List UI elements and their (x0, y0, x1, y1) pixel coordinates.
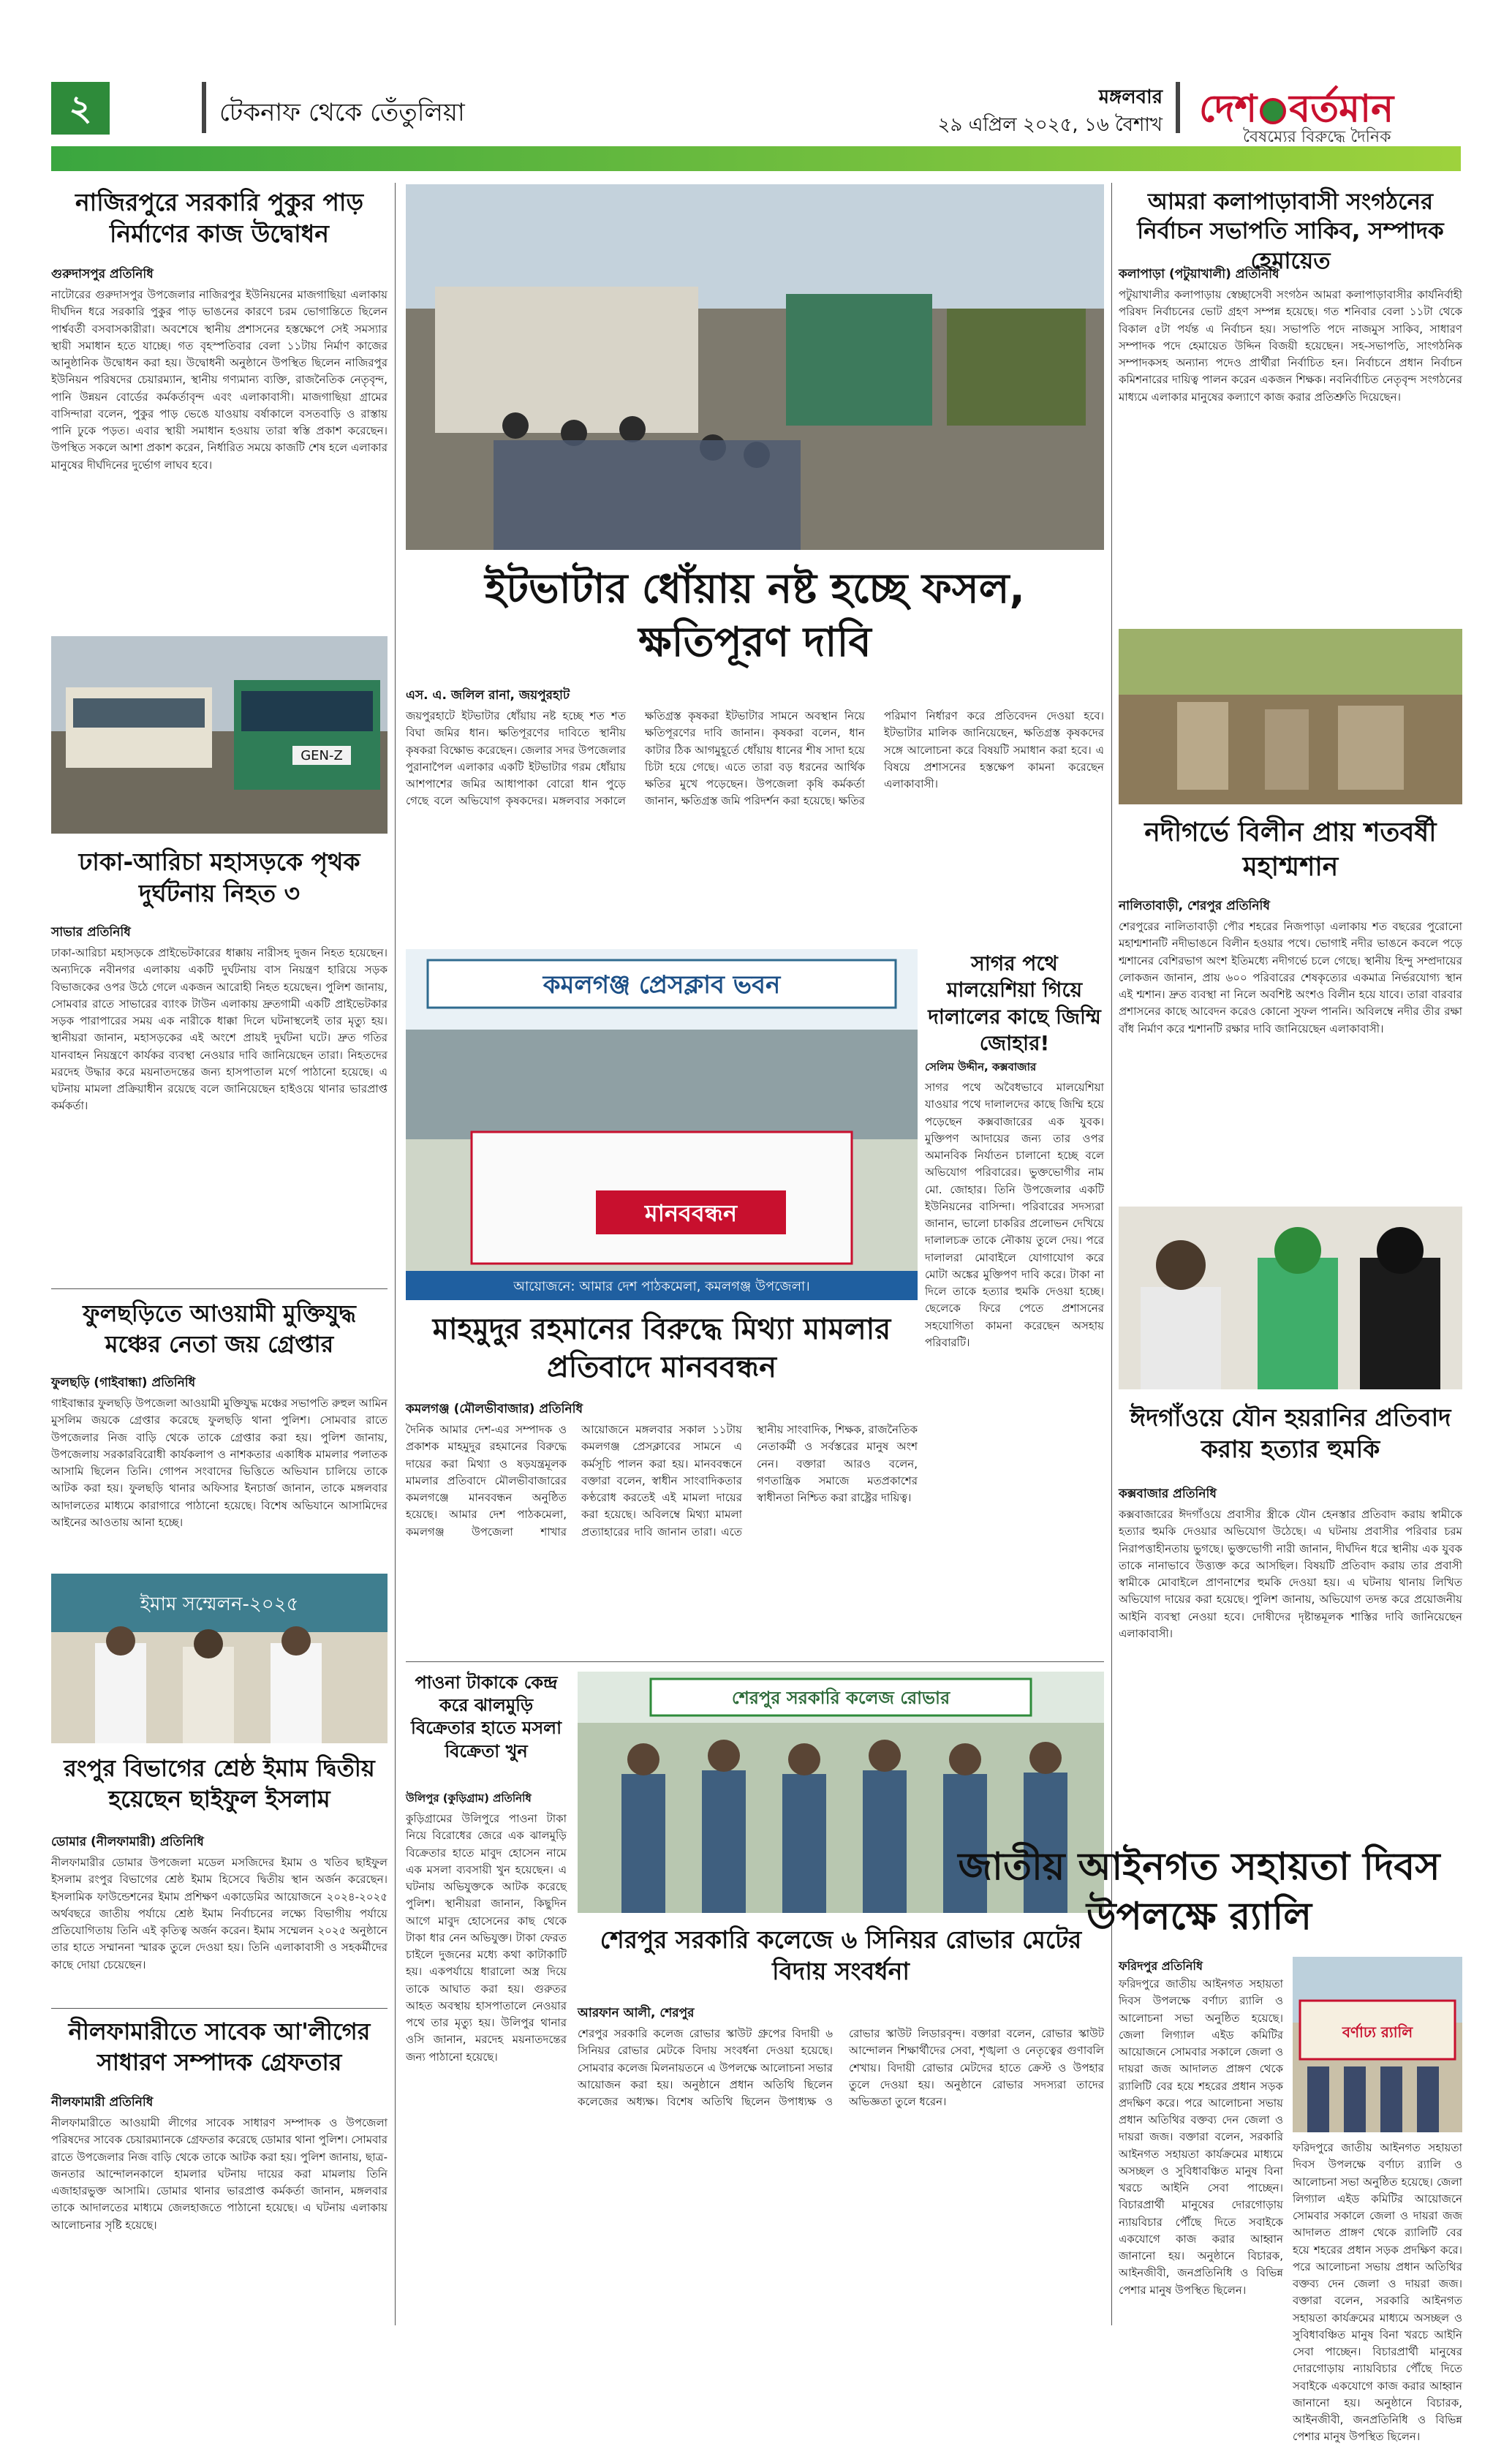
article-headline: মাহমুদুর রহমানের বিরুদ্ধে মিথ্যা মামলার প্রতিবাদে মানববন্ধন (432, 1313, 891, 1384)
article-body: শেরপুরের নালিতাবাড়ী পৌর শহরের নিজপাড়া এলাকায় শত বছরের পুরোনো মহাশ্মশানটি নদীভাঙনে বিলীন হওয়ার পথে। ভোগাই নদীর ভাঙনে কবলে পড়ে শ্মশানের বেশিরভাগ অংশ ইতিমধ্যে নদীগর্ভে চলে গেছে। স্থানীয় হিন্দু সম্প্রদায়ের লোকজন জানান, প্রায় ৬০০ পরিবারের শেষকৃত্যের একমাত্র নির্ভরযোগ্য স্থান এই শ্মশান। দ্রুত ব্যবস্থা না নিলে অবশিষ্ট অংশও বিলীন হয়ে যাবে। তারা বারবার প্রশাসনের কাছে আবেদন করেও কোনো সুফল পাননি। অবিলম্বে নদীর তীর রক্ষা বাঁধ নির্মাণ করে শ্মশানটি রক্ষার দাবি জানিয়েছেন এলাকাবাসী। (1119, 920, 1462, 1035)
imam-award-photo (51, 1574, 388, 1743)
brick-kiln-protest-photo (406, 184, 1104, 550)
article-byline: নীলফামারী প্রতিনিধি (51, 2095, 154, 2110)
article-byline: কলাপাড়া (পটুয়াখালী) প্রতিনিধি (1119, 267, 1279, 282)
accident-photo (51, 636, 388, 834)
rally-banner-text: বর্ণাঢ্য র‍্যালি (1342, 2023, 1413, 2041)
article-headline: জাতীয় আইনগত সহায়তা দিবস উপলক্ষে র‍্যালি (958, 1845, 1440, 1939)
lead-headline: ইটভাটার ধোঁয়ায় নষ্ট হচ্ছে ফসল, ক্ষতিপূরণ দাবি (485, 565, 1025, 666)
column-rule-left (395, 183, 396, 2325)
masthead (0, 0, 1512, 154)
article-body: পটুয়াখালীর কলাপাড়ায় স্বেচ্ছাসেবী সংগঠন আমরা কলাপাড়াবাসীর কার্যনির্বাহী পরিষদ নির্বাচনের ভোট গ্রহণ সম্পন্ন হয়েছে। গত শনিবার বেলা ১১টা থেকে বিকাল ৫টা পর্যন্ত এ নির্বাচন হয়। সভাপতি পদে নাজমুস সাকিব, সাধারণ সম্পাদক পদে হেমায়েত উদ্দিন বিজয়ী হয়েছেন। সহ-সভাপতি, সাংগঠনিক সম্পাদকসহ অন্যান্য পদেও প্রার্থীরা নির্বাচিত হন। নির্বাচনে প্রধান নির্বাচন কমিশনারের দায়িত্ব পালন করেন একজন শিক্ষক। নবনির্বাচিত নেতৃবৃন্দ সংগঠনের মাধ্যমে এলাকার মানুষের কল্যাণে কাজ করার প্রতিশ্রুতি দিয়েছেন। (1119, 288, 1462, 404)
article-byline: ফুলছড়ি (গাইবান্ধা) প্রতিনিধি (51, 1375, 196, 1390)
article-body: জয়পুরহাটে ইটভাটার ধোঁয়ায় নষ্ট হচ্ছে শত শত বিঘা জমির ধান। ক্ষতিপূরণের দাবিতে স্থানীয় কৃষকরা বিক্ষোভ করেছেন। জেলার সদর উপজেলার পুরানাপৈল এলাকার একটি ইটভাটার গরম ধোঁয়ায় আশপাশের জমির আধাপাকা বোরো ধান পুড়ে গেছে বলে অভিযোগ কৃষকদের। মঙ্গলবার সকালে ক্ষতিগ্রস্ত কৃষকরা ইটভাটার সামনে অবস্থান নিয়ে ক্ষতিপূরণের দাবি জানান। কৃষকরা বলেন, ধান কাটার ঠিক আগমুহূর্তে ধোঁয়ায় ধানের শীষ সাদা হয়ে চিটা হয়ে গেছে। এতে তারা বড় ধরনের আর্থিক ক্ষতির মুখে পড়েছেন। উপজেলা কৃষি কর্মকর্তা জানান, ক্ষতিগ্রস্ত জমি পরিদর্শন করা হয়েছে। ক্ষতির পরিমাণ নির্ধারণ করে প্রতিবেদন দেওয়া হবে। ইটভাটার মালিক জানিয়েছেন, ক্ষতিগ্রস্ত কৃষকদের সঙ্গে আলোচনা করে বিষয়টি সমাধান করা হবে। এ বিষয়ে প্রশাসনের হস্তক্ষেপ কামনা করেছেন এলাকাবাসী। (406, 709, 1104, 808)
article-byline: আরফান আলী, শেরপুর (578, 2006, 695, 2020)
article-divider (51, 2008, 388, 2009)
article-byline: ডোমার (নীলফামারী) প্রতিনিধি (51, 1835, 204, 1849)
article-byline: কক্সবাজার প্রতিনিধি (1119, 1487, 1217, 1501)
riverbank-cremation-ground-photo (1119, 629, 1462, 804)
banner-org-text: আয়োজনে: আমার দেশ পাঠকমেলা, কমলগঞ্জ উপজেলা। (513, 1279, 810, 1294)
article-headline: ঢাকা-আরিচা মহাসড়কে পৃথক দুর্ঘটনায় নিহত ৩ (78, 848, 360, 907)
header-date: ২৯ এপ্রিল ২০২৫, ১৬ বৈশাখ (937, 114, 1163, 136)
article-body: ঢাকা-আরিচা মহাসড়কে প্রাইভেটকারের ধাক্কায় নারীসহ দুজন নিহত হয়েছেন। অন্যদিকে নবীনগর এলাকায় একটি দুর্ঘটনায় বাস নিয়ন্ত্রণ হারিয়ে সড়ক বিভাজকের ওপর উঠে গেলে একজন আরোহী নিহত হয়েছেন। পুলিশ জানায়, সোমবার রাতে সাভারের ব্যাংক টাউন এলাকায় দ্রুতগামী একটি প্রাইভেটকার সড়ক পারাপারের সময় এক নারীকে ধাক্কা দিলে ঘটনাস্থলেই তার মৃত্যু হয়। স্থানীয়রা জানান, মহাসড়কের এই অংশে প্রায়ই দুর্ঘটনা ঘটে। দ্রুত গতির যানবাহন নিয়ন্ত্রণে কার্যকর ব্যবস্থা নেওয়ার দাবি জানিয়েছেন তারা। নিহতদের মরদেহ উদ্ধার করে ময়নাতদন্তের জন্য হাসপাতাল মর্গে পাঠানো হয়েছে। এ ঘটনায় মামলা প্রক্রিয়াধীন রয়েছে বলে জানিয়েছেন হাইওয়ে থানার ভারপ্রাপ্ত কর্মকর্তা। (51, 946, 388, 1113)
section-title: টেকনাফ থেকে তেঁতুলিয়া (219, 98, 465, 127)
header-color-band (51, 146, 1461, 171)
banner-main-text: মানববন্ধন (644, 1199, 738, 1227)
article-headline: ফুলছড়িতে আওয়ামী মুক্তিযুদ্ধ মঞ্চের নেতা জয় গ্রেপ্তার (83, 1299, 356, 1358)
header-day: মঙ্গলবার (1098, 86, 1163, 108)
article-body: ফরিদপুরে জাতীয় আইনগত সহায়তা দিবস উপলক্ষে বর্ণাঢ্য র‍্যালি ও আলোচনা সভা অনুষ্ঠিত হয়েছে। জেলা লিগ্যাল এইড কমিটির আয়োজনে সোমবার সকালে জেলা ও দায়রা জজ আদালত প্রাঙ্গণ থেকে র‍্যালিটি বের হয়ে শহরের প্রধান সড়ক প্রদক্ষিণ করে। পরে আলোচনা সভায় প্রধান অতিথির বক্তব্য দেন জেলা ও দায়রা জজ। বক্তারা বলেন, সরকারি আইনগত সহায়তা কার্যক্রমের মাধ্যমে অসচ্ছল ও সুবিধাবঞ্চিত মানুষ বিনা খরচে আইনি সেবা পাচ্ছেন। বিচারপ্রার্থী মানুষের দোরগোড়ায় ন্যায়বিচার পৌঁছে দিতে সবাইকে একযোগে কাজ করার আহ্বান জানানো হয়। অনুষ্ঠানে বিচারক, আইনজীবী, জনপ্রতিনিধি ও বিভিন্ন পেশার মানুষ উপস্থিত ছিলেন। (1119, 1977, 1283, 2297)
article-headline: নদীগর্ভে বিলীন প্রায় শতবর্ষী মহাশ্মশান (1144, 818, 1437, 882)
bus-plate-text: GEN-Z (300, 748, 343, 763)
article-body: গাইবান্ধার ফুলছড়ি উপজেলা আওয়ামী মুক্তিযুদ্ধ মঞ্চের সভাপতি রুহুল আমিন মুসলিম জয়কে গ্রেপ্তার করেছে ফুলছড়ি থানা পুলিশ। সোমবার রাতে উপজেলার নিজ বাড়ি থেকে তাকে গ্রেপ্তার করা হয়। পুলিশ জানায়, উপজেলায় সরকারবিরোধী কার্যকলাপ ও নাশকতার একাধিক মামলার পলাতক আসামি ছিলেন তিনি। গোপন সংবাদের ভিত্তিতে অভিযান চালিয়ে তাকে আটক করা হয়। ফুলছড়ি থানার অফিসার ইনচার্জ জানান, তাকে মঙ্গলবার আদালতের মাধ্যমে কারাগারে পাঠানো হয়েছে। বিশেষ অভিযানে আসামিদের আইনের আওতায় আনা হচ্ছে। (51, 1397, 388, 1529)
article-headline: পাওনা টাকাকে কেন্দ্র করে ঝালমুড়ি বিক্রেতার হাতে মসলা বিক্রেতা খুন (410, 1672, 562, 1762)
column-rule-right (1111, 183, 1112, 2325)
article-headline: নাজিরপুরে সরকারি পুকুর পাড় নির্মাণের কাজ উদ্বোধন (75, 188, 364, 248)
legal-aid-rally-photo (1293, 1957, 1462, 2132)
article-headline: রংপুর বিভাগের শ্রেষ্ঠ ইমাম দ্বিতীয় হয়েছেন ছাইফুল ইসলাম (64, 1754, 375, 1813)
press-club-human-chain-photo (406, 949, 918, 1300)
article-divider (406, 1661, 1104, 1662)
harassment-victims-photo (1119, 1207, 1462, 1389)
article-body: নীলফামারীতে আওয়ামী লীগের সাবেক সাধারণ সম্পাদক ও উপজেলা পরিষদের সাবেক চেয়ারম্যানকে গ্রেফতার করেছে ডোমার থানা পুলিশ। সোমবার রাতে উপজেলার নিজ বাড়ি থেকে তাকে আটক করা হয়। পুলিশ জানায়, ছাত্র-জনতার আন্দোলনকালে হামলার ঘটনায় দায়ের করা মামলায় তিনি এজাহারভুক্ত আসামি। ডোমার থানার ভারপ্রাপ্ত কর্মকর্তা জানান, মঙ্গলবার তাকে আদালতের মাধ্যমে জেলহাজতে পাঠানো হয়েছে। এ ঘটনায় এলাকায় আলোচনার সৃষ্টি হয়েছে। (51, 2116, 388, 2232)
article-headline: ঈদগাঁওয়ে যৌন হয়রানির প্রতিবাদ করায় হত্যার হুমকি (1130, 1403, 1451, 1463)
article-body: নীলফামারীর ডোমার উপজেলা মডেল মসজিদের ইমাম ও খতিব ছাইফুল ইসলাম রংপুর বিভাগের শ্রেষ্ঠ ইমাম হিসেবে দ্বিতীয় স্থান অর্জন করেছেন। ইসলামিক ফাউন্ডেশনের ইমাম প্রশিক্ষণ একাডেমির আয়োজনে ২০২৪-২০২৫ অর্থবছরে জাতীয় পর্যায়ে শ্রেষ্ঠ ইমাম নির্বাচনের লক্ষ্যে বিভাগীয় পর্যায়ে প্রতিযোগিতায় তিনি এই কৃতিত্ব অর্জন করেন। ইমাম সম্মেলন ২০২৫ অনুষ্ঠানে তার হাতে সম্মাননা স্মারক তুলে দেওয়া হয়। তিনি এলাকাবাসী ও সহকর্মীদের কাছে দোয়া চেয়েছেন। (51, 1856, 388, 1971)
rover-banner-text: শেরপুর সরকারি কলেজ রোভার (731, 1688, 950, 1708)
article-byline: সাভার প্রতিনিধি (51, 925, 131, 940)
article-byline: গুরুদাসপুর প্রতিনিধি (51, 267, 154, 282)
article-headline: শেরপুর সরকারি কলেজে ৬ সিনিয়র রোভার মেটের বিদায় সংবর্ধনা (600, 1925, 1082, 1985)
article-body-continued: ফরিদপুরে জাতীয় আইনগত সহায়তা দিবস উপলক্ষে বর্ণাঢ্য র‍্যালি ও আলোচনা সভা অনুষ্ঠিত হয়েছে। জেলা লিগ্যাল এইড কমিটির আয়োজনে সোমবার সকালে জেলা ও দায়রা জজ আদালত প্রাঙ্গণ থেকে র‍্যালিটি বের হয়ে শহরের প্রধান সড়ক প্রদক্ষিণ করে। পরে আলোচনা সভায় প্রধান অতিথির বক্তব্য দেন জেলা ও দায়রা জজ। বক্তারা বলেন, সরকারি আইনগত সহায়তা কার্যক্রমের মাধ্যমে অসচ্ছল ও সুবিধাবঞ্চিত মানুষ বিনা খরচে আইনি সেবা পাচ্ছেন। বিচারপ্রার্থী মানুষের দোরগোড়ায় ন্যায়বিচার পৌঁছে দিতে সবাইকে একযোগে কাজ করার আহ্বান জানানো হয়। অনুষ্ঠানে বিচারক, আইনজীবী, জনপ্রতিনিধি ও বিভিন্ন পেশার মানুষ উপস্থিত ছিলেন। (1293, 2141, 1462, 2444)
article-body: শেরপুর সরকারি কলেজ রোভার স্কাউট গ্রুপের বিদায়ী ৬ সিনিয়র রোভার মেটকে বিদায় সংবর্ধনা দেওয়া হয়েছে। সোমবার কলেজ মিলনায়তনে এ উপলক্ষে আলোচনা সভার আয়োজন করা হয়। অনুষ্ঠানে প্রধান অতিথি ছিলেন কলেজের অধ্যক্ষ। বিশেষ অতিথি ছিলেন উপাধ্যক্ষ ও রোভার স্কাউট লিডারবৃন্দ। বক্তারা বলেন, রোভার স্কাউট আন্দোলন শিক্ষার্থীদের সেবা, শৃঙ্খলা ও নেতৃত্বের গুণাবলি শেখায়। বিদায়ী রোভার মেটদের হাতে ক্রেস্ট ও উপহার তুলে দেওয়া হয়। অনুষ্ঠানে রোভার সদস্যরা তাদের অভিজ্ঞতা তুলে ধরেন। (578, 2027, 1104, 2108)
article-headline: নীলফামারীতে সাবেক আ'লীগের সাধারণ সম্পাদক গ্রেফতার (68, 2017, 371, 2076)
article-body: নাটোরের গুরুদাসপুর উপজেলার নাজিরপুর ইউনিয়নের মাজগাছিয়া এলাকায় দীর্ঘদিন ধরে সরকারি পুকুর পাড় ভাঙনের কারণে চরম ভোগান্তিতে ছিলেন পার্শ্ববর্তী বসবাসকারীরা। অবশেষে স্থানীয় প্রশাসনের হস্তক্ষেপে সেই সমস্যার স্থায়ী সমাধান হতে যাচ্ছে। গত বৃহস্পতিবার বেলা ১১টায় নির্মাণ কাজের আনুষ্ঠানিক উদ্বোধন করা হয়। উদ্বোধনী অনুষ্ঠানে উপস্থিত ছিলেন নাজিরপুর ইউনিয়ন পরিষদের চেয়ারম্যান, স্থানীয় গণ্যমান্য ব্যক্তি, রাজনৈতিক নেতৃবৃন্দ, পানি উন্নয়ন বোর্ডের কর্মকর্তাবৃন্দ এবং এলাকাবাসী। মাজগাছিয়া গ্রামের বাসিন্দারা বলেন, পুকুর পাড় ভেঙে যাওয়ায় বর্ষাকালে বসতবাড়ি ও রাস্তায় পানি ঢুকে পড়ত। এবার স্থায়ী সমাধান হওয়ায় তারা স্বস্তি প্রকাশ করেছেন। উপস্থিত সকলে আশা প্রকাশ করেন, নির্ধারিত সময়ে কাজটি শেষ হলে এলাকার মানুষের দীর্ঘদিনের দুর্ভোগ লাঘব হবে। (51, 288, 388, 472)
article-body: কুড়িগ্রামের উলিপুরে পাওনা টাকা নিয়ে বিরোধের জেরে এক ঝালমুড়ি বিক্রেতার হাতে মাবুদ হোসেন নামে এক মসলা ব্যবসায়ী খুন হয়েছেন। এ ঘটনায় অভিযুক্তকে আটক করেছে পুলিশ। স্থানীয়রা জানান, কিছুদিন আগে মাবুদ হোসেনের কাছ থেকে টাকা ধার নেন অভিযুক্ত। টাকা ফেরত চাইলে দুজনের মধ্যে কথা কাটাকাটি হয়। একপর্যায়ে ধারালো অস্ত্র দিয়ে তাকে আঘাত করা হয়। গুরুতর আহত অবস্থায় হাসপাতালে নেওয়ার পথে তার মৃত্যু হয়। উলিপুর থানার ওসি জানান, মরদেহ ময়নাতদন্তের জন্য পাঠানো হয়েছে। (406, 1812, 567, 2064)
page-number: ২ (51, 82, 110, 135)
article-byline: সেলিম উদ্দীন, কক্সবাজার (925, 1060, 1037, 1073)
article-byline: এস. এ. জলিল রানা, জয়পুরহাট (406, 688, 570, 703)
article-headline: সাগর পথে মালয়েশিয়া গিয়ে দালালের কাছে জিম্মি জোহার! (928, 951, 1101, 1056)
article-divider (51, 1288, 388, 1289)
logo-tagline: বৈষম্যের বিরুদ্ধে দৈনিক (1243, 128, 1391, 146)
article-body: কক্সবাজারের ঈদগাঁওয়ে প্রবাসীর স্ত্রীকে যৌন হেনস্তার প্রতিবাদ করায় স্বামীকে হত্যার হুমকি দেওয়ার অভিযোগ উঠেছে। এ ঘটনায় প্রবাসীর পরিবার চরম নিরাপত্তাহীনতায় ভুগছে। ভুক্তভোগী নারী জানান, দীর্ঘদিন ধরে স্থানীয় এক যুবক তাকে নানাভাবে উত্ত্যক্ত করে আসছিল। বিষয়টি প্রতিবাদ করায় তার প্রবাসী স্বামীকে মোবাইলে প্রাণনাশের হুমকি দেওয়া হয়। এ ঘটনায় থানায় লিখিত অভিযোগ দায়ের করা হয়েছে। পুলিশ জানায়, অভিযোগ তদন্ত করে প্রয়োজনীয় আইনি ব্যবস্থা নেওয়া হবে। দোষীদের দৃষ্টান্তমূলক শাস্তির দাবি জানিয়েছেন এলাকাবাসী। (1119, 1508, 1462, 1640)
article-body: সাগর পথে অবৈধভাবে মালয়েশিয়া যাওয়ার পথে দালালদের কাছে জিম্মি হয়ে পড়েছেন কক্সবাজারের এক যুবক। মুক্তিপণ আদায়ের জন্য তার ওপর অমানবিক নির্যাতন চালানো হচ্ছে বলে অভিযোগ পরিবারের। ভুক্তভোগীর নাম মো. জোহার। তিনি উপজেলার একটি ইউনিয়নের বাসিন্দা। পরিবারের সদস্যরা জানান, ভালো চাকরির প্রলোভন দেখিয়ে দালালচক্র তাকে নৌকায় তুলে দেয়। পরে দালালরা মোবাইলে যোগাযোগ করে মোটা অঙ্কের মুক্তিপণ দাবি করে। টাকা না দিলে তাকে হত্যার হুমকি দেওয়া হচ্ছে। ছেলেকে ফিরে পেতে প্রশাসনের সহযোগিতা কামনা করেছেন অসহায় পরিবারটি। (925, 1081, 1104, 1349)
header-divider-right (1176, 82, 1180, 133)
logo-right-text: বর্তমান (1289, 87, 1394, 131)
article-headline: আমরা কলাপাড়াবাসী সংগঠনের নির্বাচন সভাপতি সাকিব, সম্পাদক হেমায়েত (1137, 189, 1444, 274)
logo-left-text: দেশ (1199, 87, 1258, 131)
imam-banner-text: ইমাম সম্মেলন-২০২৫ (140, 1593, 299, 1615)
press-club-sign-text: কমলগঞ্জ প্রেসক্লাব ভবন (543, 970, 781, 1000)
article-byline: কমলগঞ্জ (মৌলভীবাজার) প্রতিনিধি (406, 1402, 583, 1416)
logo-dot-icon (1260, 98, 1286, 124)
article-body: দৈনিক আমার দেশ-এর সম্পাদক ও প্রকাশক মাহমুদুর রহমানের বিরুদ্ধে দায়ের করা মিথ্যা ও ষড়যন্ত্রমূলক মামলার প্রতিবাদে মৌলভীবাজারের কমলগঞ্জে মানববন্ধন অনুষ্ঠিত হয়েছে। আমার দেশ পাঠকমেলা, কমলগঞ্জ উপজেলা শাখার আয়োজনে মঙ্গলবার সকাল ১১টায় কমলগঞ্জ প্রেসক্লাবের সামনে এ কর্মসূচি পালন করা হয়। মানববন্ধনে বক্তারা বলেন, স্বাধীন সাংবাদিকতার কণ্ঠরোধ করতেই এই মামলা দায়ের করা হয়েছে। অবিলম্বে মিথ্যা মামলা প্রত্যাহারের দাবি জানান তারা। এতে স্থানীয় সাংবাদিক, শিক্ষক, রাজনৈতিক নেতাকর্মী ও সর্বস্তরের মানুষ অংশ নেন। বক্তারা আরও বলেন, গণতান্ত্রিক সমাজে মতপ্রকাশের স্বাধীনতা নিশ্চিত করা রাষ্ট্রের দায়িত্ব। (406, 1423, 918, 1539)
article-byline: ফরিদপুর প্রতিনিধি (1119, 1959, 1203, 1973)
article-byline: উলিপুর (কুড়িগ্রাম) প্রতিনিধি (406, 1792, 532, 1805)
header-divider (202, 82, 206, 133)
article-byline: নালিতাবাড়ী, শেরপুর প্রতিনিধি (1119, 899, 1270, 913)
